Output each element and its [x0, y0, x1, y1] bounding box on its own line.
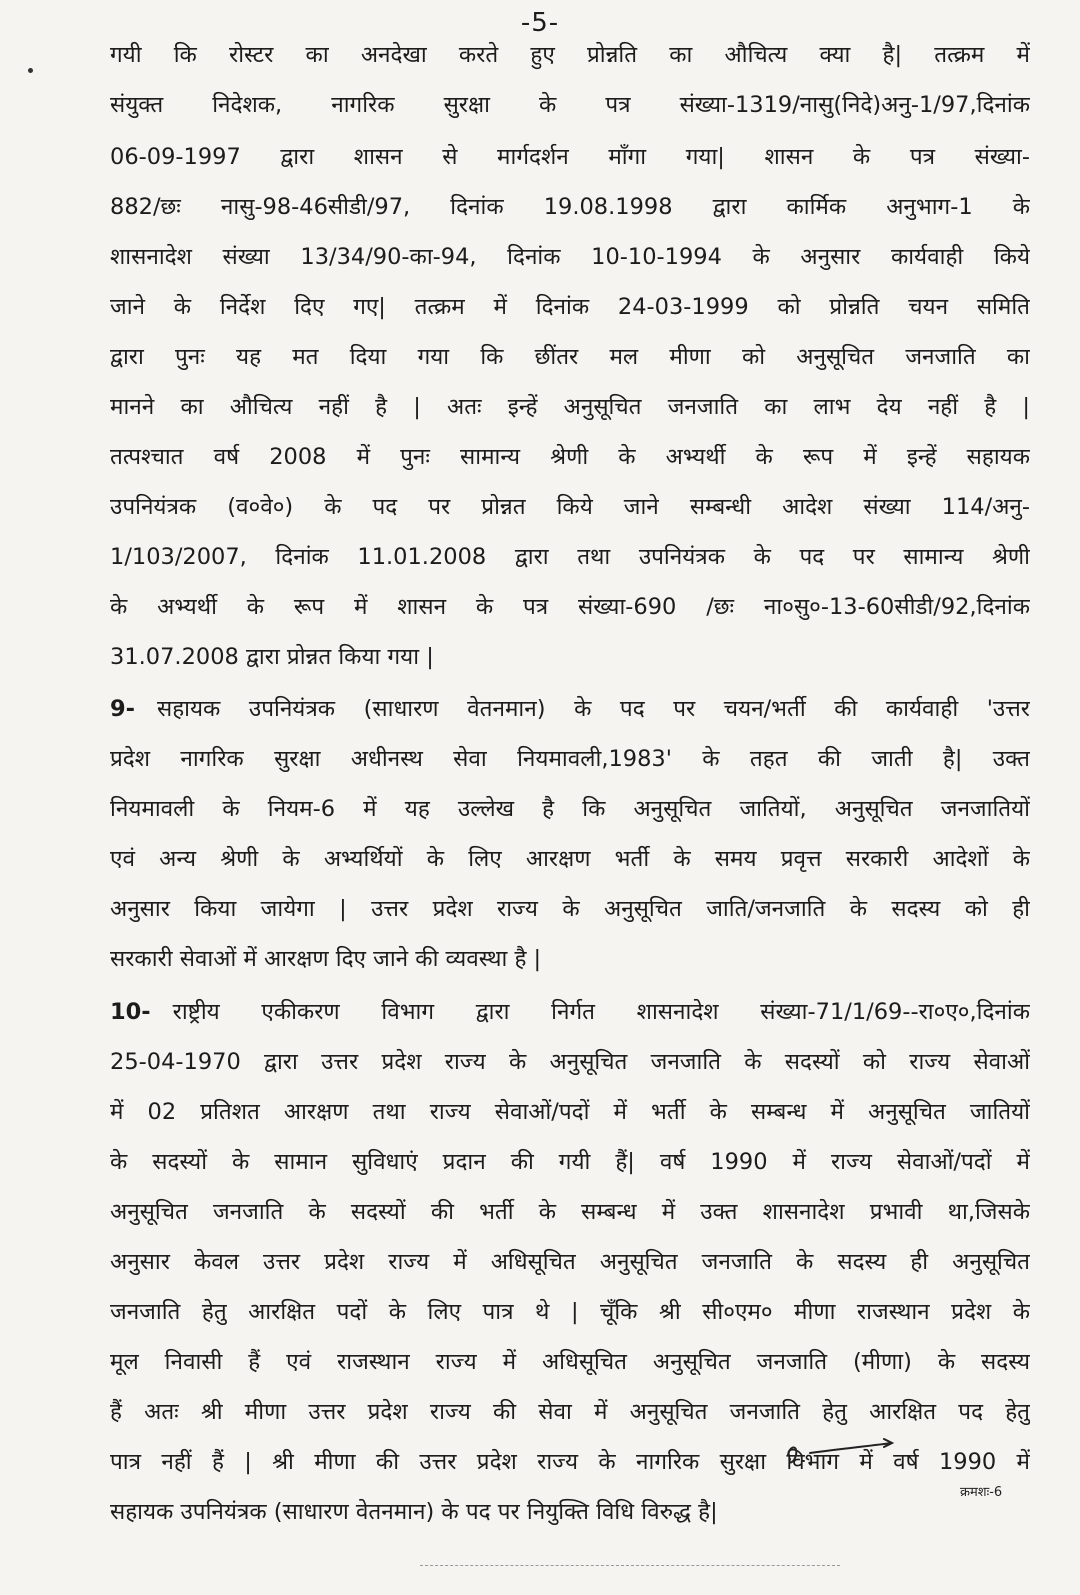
text-line: राष्ट्रीय एकीकरण विभाग द्वारा निर्गत शासनादेश संख्या-71/1/69--रा०ए०,दिनांक	[172, 999, 1030, 1025]
page-number: -5-	[520, 8, 560, 38]
text-line: के अभ्यर्थी के रूप में शासन के पत्र संख्या-690 /छः ना०सु०-13-60सीडी/92,दिनांक	[110, 594, 1030, 620]
continuation-note: क्रमशः-6	[960, 1485, 1003, 1500]
text-line: प्रदेश नागरिक सुरक्षा अधीनस्थ सेवा नियमावली,1983' के तहत की जाती है| उक्त	[110, 746, 1030, 772]
text-line: एवं अन्य श्रेणी के अभ्यर्थियों के लिए आरक्षण भर्ती के समय प्रवृत्त सरकारी आदेशों के	[110, 846, 1030, 872]
text-line: उपनियंत्रक (व०वे०) के पद पर प्रोन्नत किये जाने सम्बन्धी आदेश संख्या 114/अनु-	[110, 494, 1030, 520]
text-line: नियमावली के नियम-6 में यह उल्लेख है कि अनुसूचित जातियों, अनुसूचित जनजातियों	[110, 796, 1030, 822]
text-line: तत्पश्चात वर्ष 2008 में पुनः सामान्य श्रेणी के अभ्यर्थी के रूप में इन्हें सहायक	[110, 444, 1030, 470]
text-line: 25-04-1970 द्वारा उत्तर प्रदेश राज्य के अनुसूचित जनजाति के सदस्यों को राज्य सेवाओं	[110, 1049, 1030, 1075]
text-line: 31.07.2008 द्वारा प्रोन्नत किया गया |	[110, 644, 434, 670]
signature-mark	[780, 1425, 900, 1485]
paragraph-9-first-line	[110, 692, 1030, 726]
text-line: जाने के निर्देश दिए गए| तत्क्रम में दिनांक 24-03-1999 को प्रोन्नति चयन समिति	[110, 294, 1030, 320]
text-line: अनुसूचित जनजाति के सदस्यों की भर्ती के सम्बन्ध में उक्त शासनादेश प्रभावी था,जिसके	[110, 1199, 1030, 1225]
text-line: में 02 प्रतिशत आरक्षण तथा राज्य सेवाओं/पदों में भर्ती के सम्बन्ध में अनुसूचित जातियों	[110, 1099, 1030, 1125]
text-line: 882/छः नासु-98-46सीडी/97, दिनांक 19.08.1998 द्वारा कार्मिक अनुभाग-1 के	[110, 194, 1030, 220]
text-line: सहायक उपनियंत्रक (साधारण वेतनमान) के पद पर नियुक्ति विधि विरुद्ध है|	[110, 1499, 718, 1525]
text-line: 06-09-1997 द्वारा शासन से मार्गदर्शन माँगा गया| शासन के पत्र संख्या-	[110, 144, 1030, 170]
text-line: अनुसार केवल उत्तर प्रदेश राज्य में अधिसूचित अनुसूचित जनजाति के सदस्य ही अनुसूचित	[110, 1249, 1030, 1275]
text-line: सरकारी सेवाओं में आरक्षण दिए जाने की व्यवस्था है |	[110, 946, 542, 972]
paragraph-number: 9-	[110, 696, 135, 722]
text-line: 1/103/2007, दिनांक 11.01.2008 द्वारा तथा उपनियंत्रक के पद पर सामान्य श्रेणी	[110, 544, 1030, 570]
paragraph-10-first-line	[110, 995, 1030, 1029]
bottom-divider	[420, 1565, 840, 1566]
text-line: जनजाति हेतु आरक्षित पदों के लिए पात्र थे | चूँकि श्री सी०एम० मीणा राजस्थान प्रदेश के	[110, 1299, 1030, 1325]
text-line: पात्र नहीं हैं | श्री मीणा की उत्तर प्रदेश राज्य के नागरिक सुरक्षा विभाग में वर्ष 1990 में	[110, 1449, 1030, 1475]
text-line: मानने का औचित्य नहीं है | अतः इन्हें अनुसूचित जनजाति का लाभ देय नहीं है |	[110, 394, 1030, 420]
margin-dot	[28, 68, 33, 73]
paragraph-number: 10-	[110, 999, 151, 1025]
text-line: द्वारा पुनः यह मत दिया गया कि छींतर मल मीणा को अनुसूचित जनजाति का	[110, 344, 1030, 370]
text-line: संयुक्त निदेशक, नागरिक सुरक्षा के पत्र संख्या-1319/नासु(निदे)अनु-1/97,दिनांक	[110, 92, 1030, 118]
text-line: अनुसार किया जायेगा | उत्तर प्रदेश राज्य के अनुसूचित जाति/जनजाति के सदस्य को ही	[110, 896, 1030, 922]
text-line: सहायक उपनियंत्रक (साधारण वेतनमान) के पद पर चयन/भर्ती की कार्यवाही 'उत्तर	[157, 696, 1030, 722]
text-line: हैं अतः श्री मीणा उत्तर प्रदेश राज्य की सेवा में अनुसूचित जनजाति हेतु आरक्षित पद हेतु	[110, 1399, 1030, 1425]
text-line: गयी कि रोस्टर का अनदेखा करते हुए प्रोन्नति का औचित्य क्या है| तत्क्रम में	[110, 42, 1030, 68]
text-line: मूल निवासी हैं एवं राजस्थान राज्य में अधिसूचित अनुसूचित जनजाति (मीणा) के सदस्य	[110, 1349, 1030, 1375]
text-line: शासनादेश संख्या 13/34/90-का-94, दिनांक 10-10-1994 के अनुसार कार्यवाही किये	[110, 244, 1030, 270]
text-line: के सदस्यों के सामान सुविधाएं प्रदान की गयी हैं| वर्ष 1990 में राज्य सेवाओं/पदों में	[110, 1149, 1030, 1175]
